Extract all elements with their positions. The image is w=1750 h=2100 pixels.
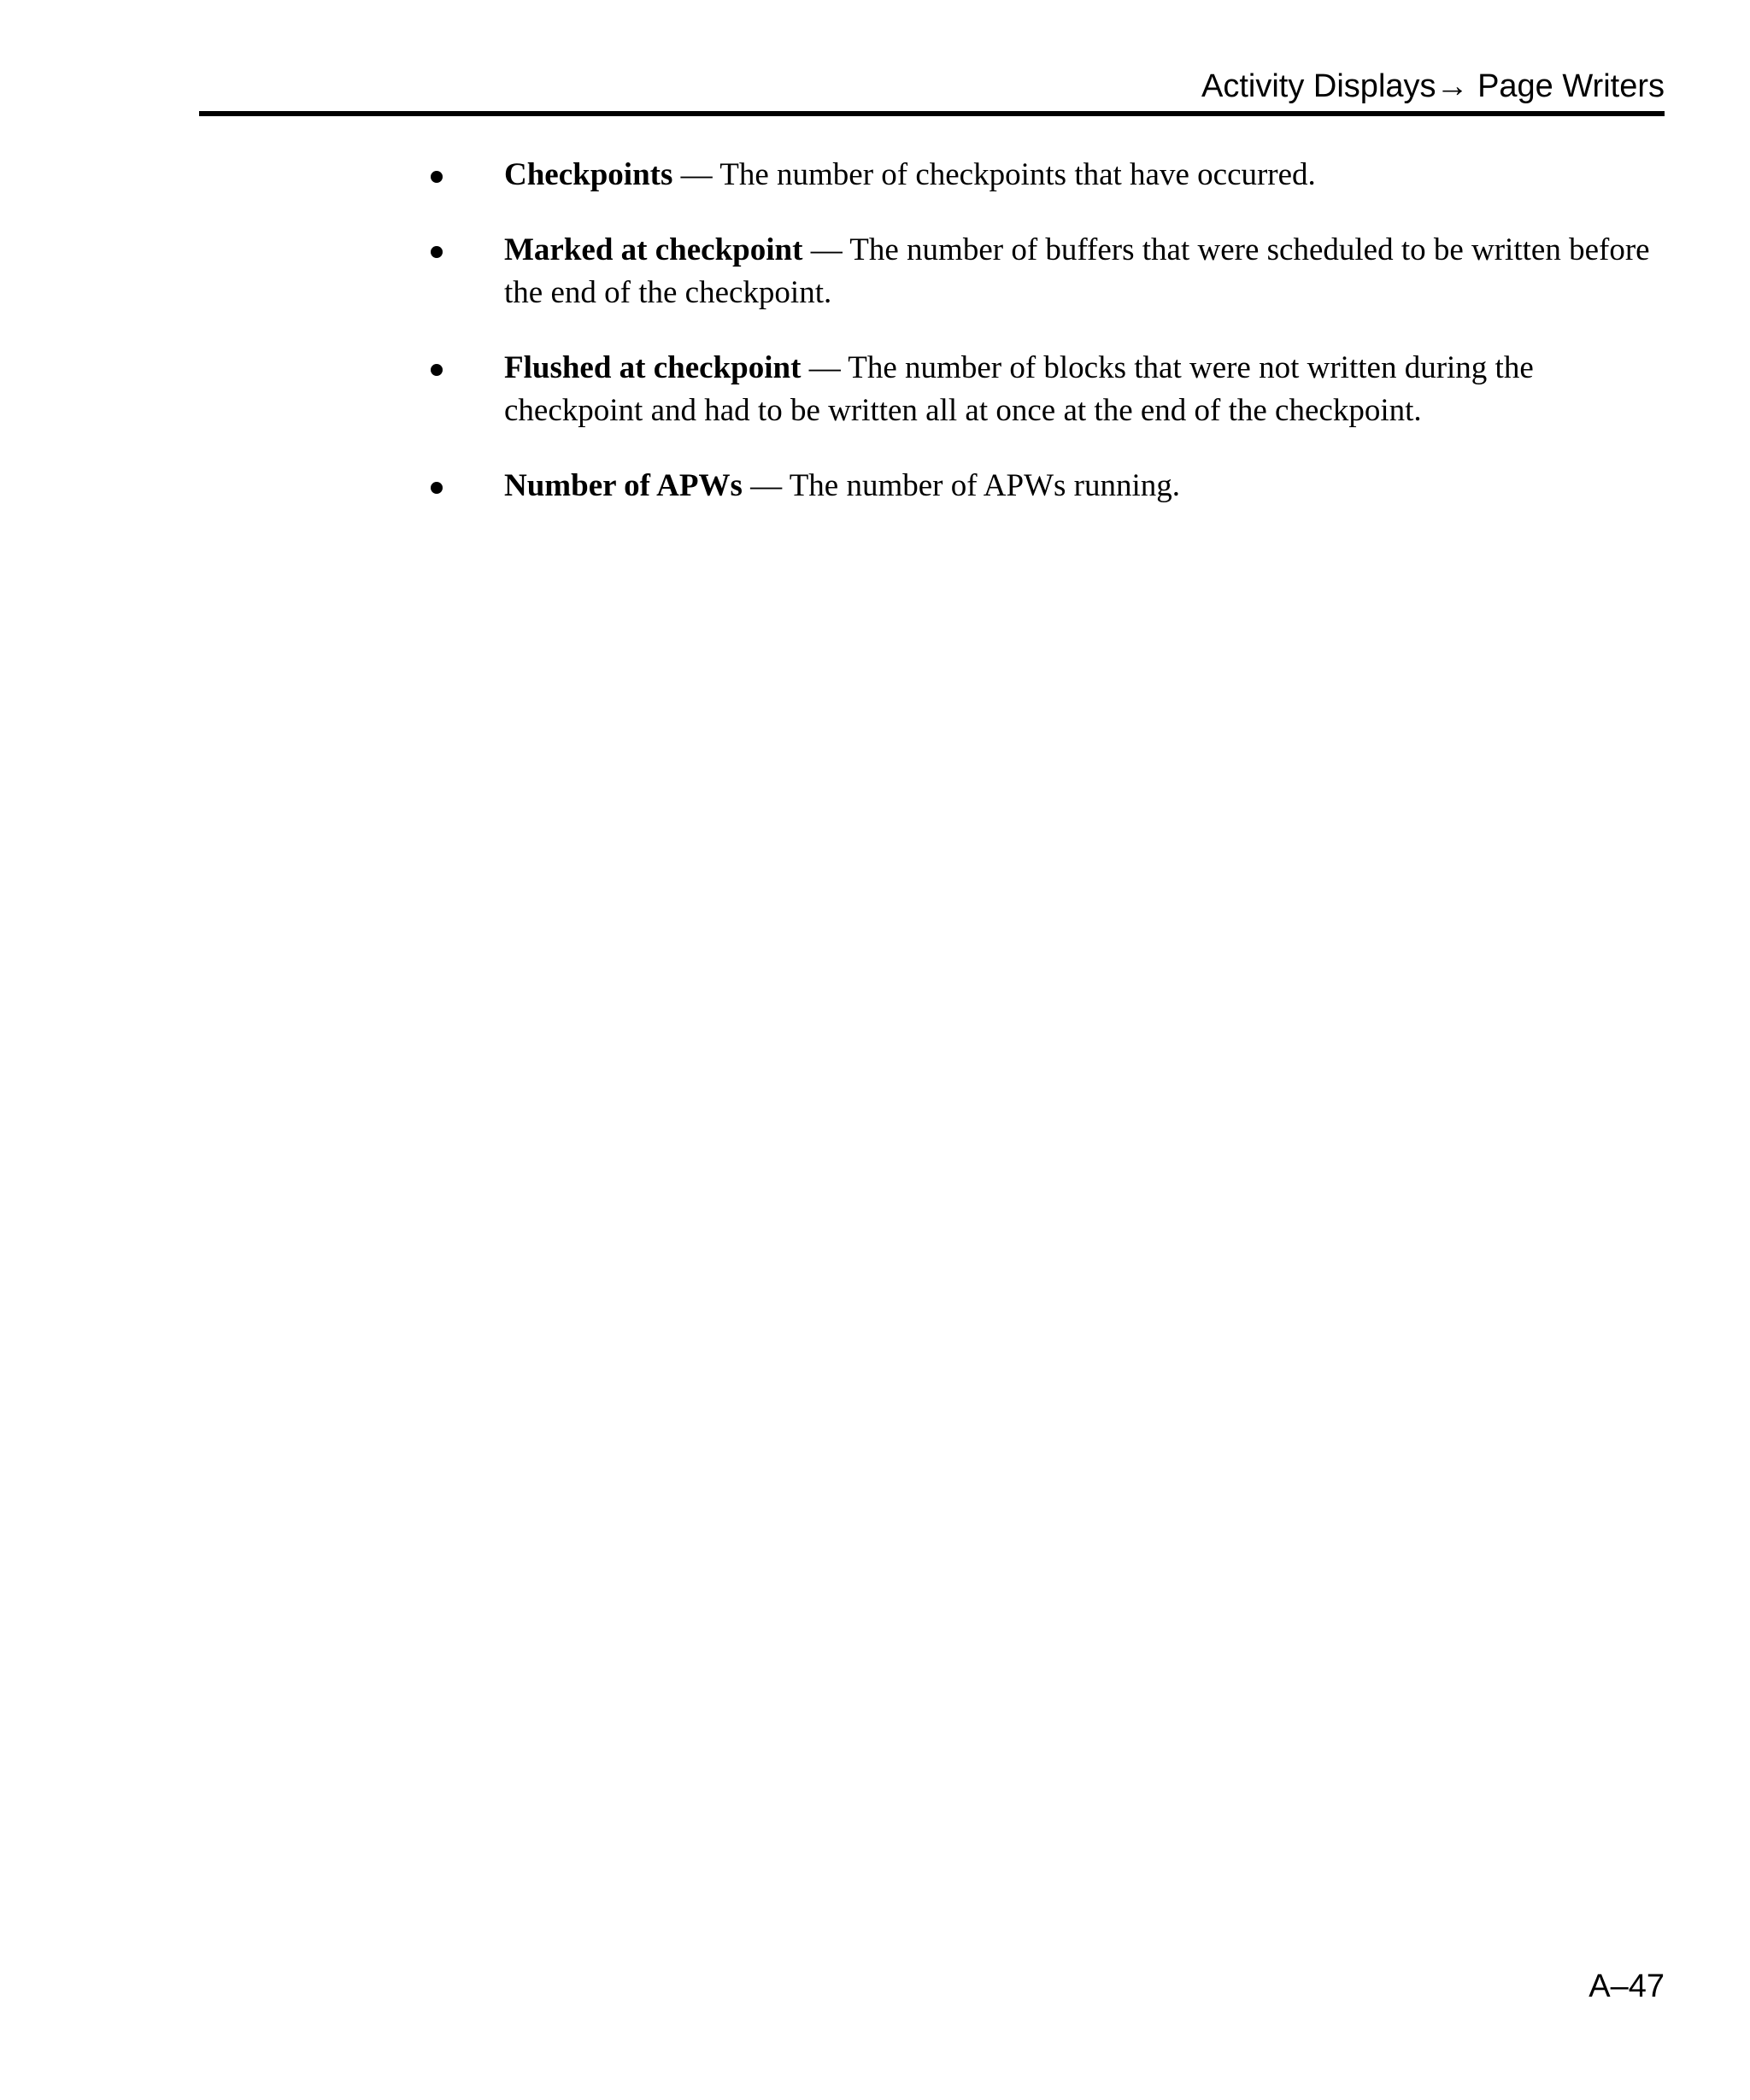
bullet-icon: [431, 364, 443, 376]
definition-list: [431, 154, 1661, 540]
page-number: A–47: [1589, 1968, 1665, 2004]
item-description: — The number of buffers that were scheduled to be written before the end of the checkpoint.: [504, 232, 1650, 310]
item-term: Flushed at checkpoint: [504, 350, 802, 385]
item-term: Marked at checkpoint: [504, 232, 803, 267]
bullet-icon: [431, 171, 443, 183]
item-description: — The number of APWs running.: [742, 468, 1181, 503]
item-description: — The number of checkpoints that have occurred.: [672, 157, 1316, 192]
list-item: [431, 347, 1661, 432]
item-term: Number of APWs: [504, 468, 743, 503]
item-description: — The number of blocks that were not written during the checkpoint and had to be written all at once at the end of the checkpoint.: [504, 350, 1534, 428]
page-header: [199, 65, 1665, 118]
header-title: Activity Displays→ Page Writers: [1201, 68, 1665, 104]
bullet-icon: [431, 246, 443, 258]
list-item: [431, 154, 1661, 197]
bullet-icon: [431, 482, 443, 494]
list-item: [431, 229, 1661, 314]
list-item: [431, 465, 1661, 507]
header-rule: [199, 111, 1665, 116]
item-term: Checkpoints: [504, 157, 673, 192]
